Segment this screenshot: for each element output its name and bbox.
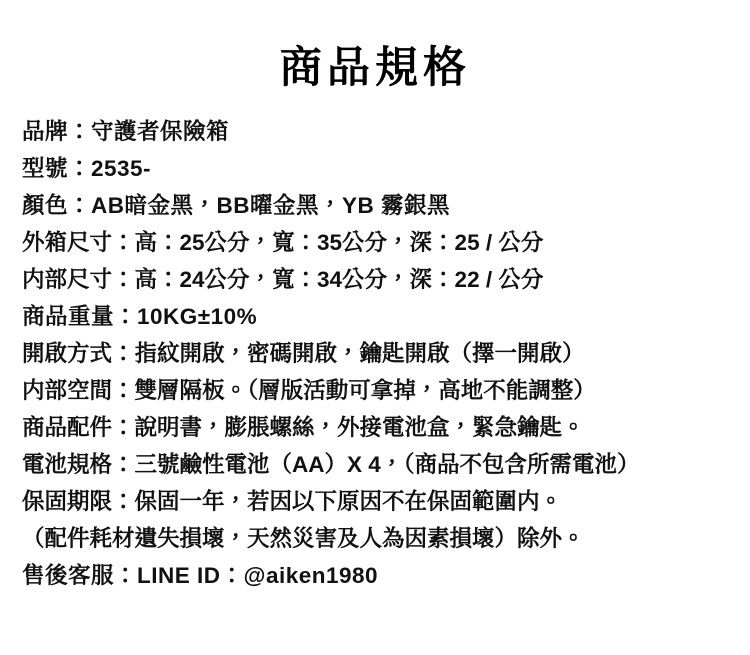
spec-line-color: 顏色：AB暗金黑，BB曜金黑，YB 霧銀黑 <box>22 193 451 218</box>
spec-line-warranty: 保固期限：保固一年，若因以下原因不在保固範圍内。 <box>22 489 563 514</box>
spec-line-model: 型號：2535- <box>22 156 152 181</box>
spec-line-accessories: 商品配件：說明書，膨脹螺絲，外接電池盒，緊急鑰匙。 <box>22 415 585 440</box>
spec-line-brand: 品牌：守護者保險箱 <box>22 119 230 144</box>
spec-line-outer-dimensions: 外箱尺寸：高：25公分，寬：35公分，深：25 / 公分 <box>22 230 544 255</box>
spec-line-customer-service: 售後客服：LINE ID：@aiken1980 <box>22 563 379 588</box>
spec-list <box>16 113 734 594</box>
spec-line-warranty-exclusions: （配件耗材遺失損壞，天然災害及人為因素損壞）除外。 <box>22 526 585 551</box>
page-title: 商品規格 <box>279 44 471 92</box>
spec-line-opening-method: 開啟方式：指紋開啟，密碼開啟，鑰匙開啟（擇一開啟） <box>22 341 585 366</box>
spec-line-interior-space: 内部空間：雙層隔板。（層版活動可拿掉，高地不能調整） <box>22 378 596 403</box>
spec-line-battery: 電池規格：三號鹼性電池（AA）X 4，（商品不包含所需電池） <box>22 452 640 477</box>
spec-line-weight: 商品重量：10KG±10% <box>22 304 258 329</box>
spec-line-inner-dimensions: 内部尺寸：高：24公分，寬：34公分，深：22 / 公分 <box>22 267 544 292</box>
